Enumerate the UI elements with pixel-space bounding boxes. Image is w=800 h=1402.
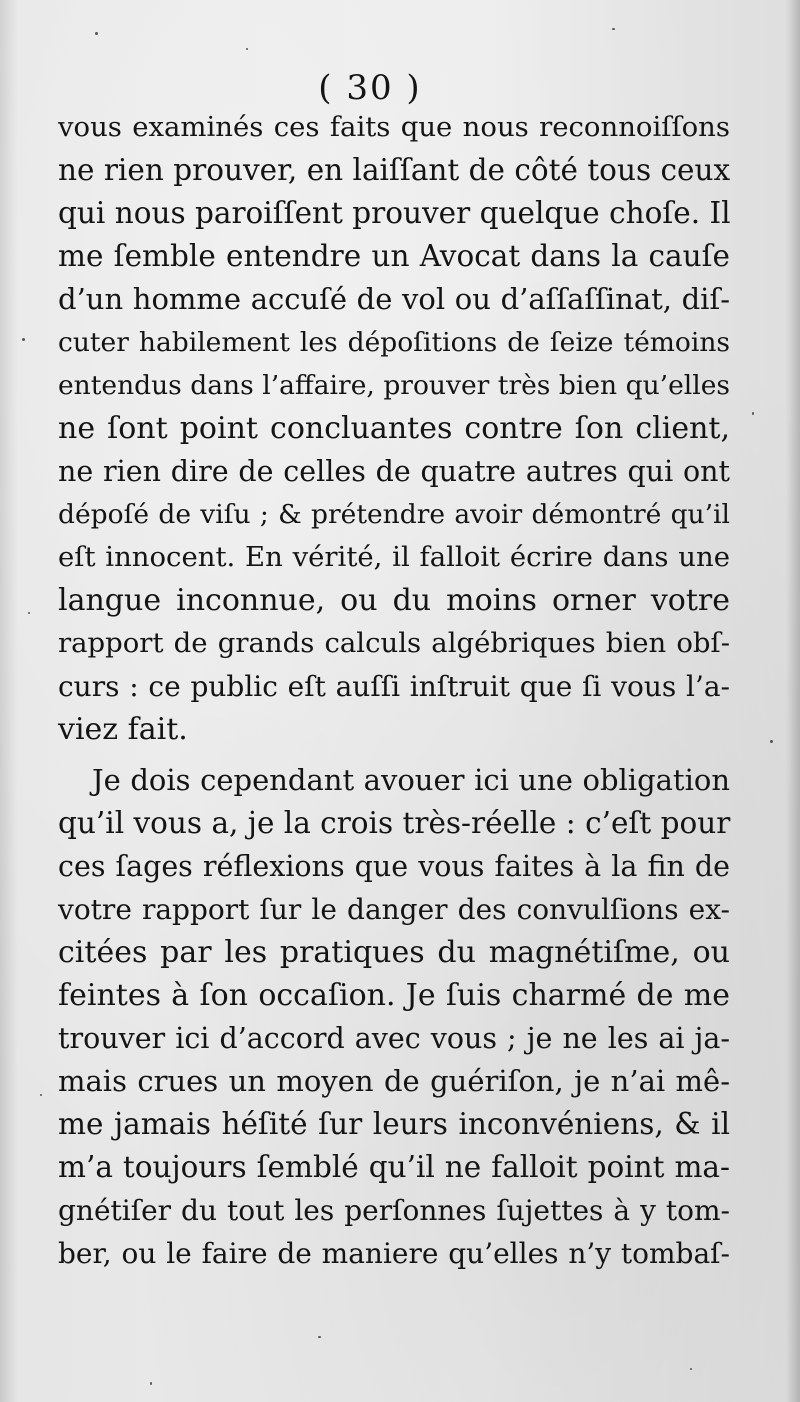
text-body <box>58 106 730 1275</box>
paragraph-gap <box>58 751 730 759</box>
page-edge-shadow <box>786 0 800 1402</box>
text-line: vous examinés ces faits que nous reconnoiſſons <box>58 111 730 143</box>
paper-speck <box>28 612 30 614</box>
paper-speck <box>22 338 25 341</box>
paper-speck <box>150 1382 152 1385</box>
text-line: cuter habilement les dépoſitions de ſeize témoins <box>58 327 730 358</box>
paper-speck <box>612 28 615 30</box>
text-line: me ſemble entendre un Avocat dans la cauſe <box>58 239 730 273</box>
text-line: ne rien dire de celles de quatre autres qui ont <box>58 455 730 488</box>
text-line: gnétiſer du tout les perſonnes ſujettes à y tom- <box>58 1194 730 1227</box>
text-line: votre rapport ſur le danger des convulſions ex- <box>58 893 730 926</box>
text-line: curs : ce public eſt auſſi inſtruit que ſi vous l’a- <box>58 670 730 703</box>
paper-speck <box>752 412 754 415</box>
text-line: trouver ici d’accord avec vous ; je ne les ai ja- <box>58 1022 730 1055</box>
text-line: mais crues un moyen de guériſon, je n’ai mê- <box>58 1064 730 1098</box>
paper-speck <box>770 740 773 743</box>
text-line: entendus dans l’affaire, prouver très bien qu’elles <box>58 370 730 401</box>
text-line: citées par les pratiques du magnétiſme, ou <box>58 935 730 970</box>
paper-speck <box>318 1336 321 1338</box>
paper-speck <box>246 48 248 50</box>
text-line: rapport de grands calculs algébriques bien obſ- <box>58 627 730 659</box>
text-line: ces ſages réflexions que vous faites à la fin de <box>58 850 730 883</box>
text-line: Je dois cependant avouer ici une obligation <box>92 763 730 797</box>
paper-speck <box>690 1368 692 1370</box>
text-line: viez fait. <box>58 712 188 747</box>
text-line: me jamais héſité ſur leurs inconvéniens, & il <box>58 1107 730 1141</box>
text-line: ne rien prouver, en laiſſant de côté tous ceux <box>58 153 731 187</box>
paper-speck <box>40 1094 42 1096</box>
text-line: feintes à ſon occaſion. Je ſuis charmé de me <box>58 978 730 1013</box>
text-line: ber, ou le faire de maniere qu’elles n’y tombaſ- <box>58 1237 730 1270</box>
text-line: m’a toujours ſemblé qu’il ne falloit point ma- <box>58 1150 730 1184</box>
text-line: dépoſé de viſu ; & prétendre avoir démontré qu’il <box>58 499 730 530</box>
paper-speck <box>95 32 98 35</box>
text-line: eſt innocent. En vérité, il falloit écrire dans une <box>58 541 730 573</box>
text-line: qu’il vous a, je la crois très-réelle : c’eſt pour <box>58 806 731 840</box>
text-line: langue inconnue, ou du moins orner votre <box>58 583 730 618</box>
text-line: d’un homme accuſé de vol ou d’aſſaſſinat, diſ- <box>58 282 730 316</box>
text-line: qui nous paroiſſent prouver quelque choſe. Il <box>58 196 731 230</box>
text-line: ne ſont point concluantes contre ſon client, <box>58 411 730 446</box>
page-number: ( 30 ) <box>318 68 422 108</box>
